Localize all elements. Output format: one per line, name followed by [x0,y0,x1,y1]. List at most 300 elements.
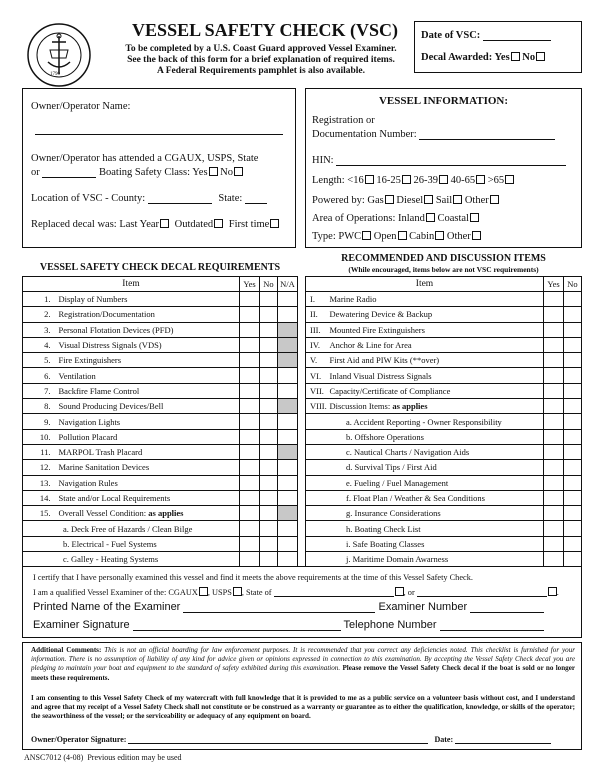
requirement-na-cell[interactable] [278,322,298,337]
requirement-no-cell[interactable] [260,444,278,459]
recommended-no-cell[interactable] [564,368,582,383]
requirement-label: a. Deck Free of Hazards / Clean Bilge [23,521,240,536]
requirement-na-cell[interactable] [278,292,298,307]
examiner-number-field[interactable] [470,612,544,613]
requirement-label: Sound Producing Devices/Bell [58,401,164,412]
recommended-no-cell[interactable] [564,552,582,567]
requirement-no-cell[interactable] [260,307,278,322]
recommended-item-label: c. Nautical Charts / Navigation Aids [306,444,544,459]
recommended-no-cell[interactable] [564,337,582,352]
certify-box: I certify that I have personally examined this vessel and find it meets the above requirements at the time of this Vessel Safety Check. I am a qualified Vessel Examiner of the: CGAUX , USPS , State of , or . Printed Name of the Examiner Examiner Number Examiner Signature Telephone Number [22,566,582,638]
area-inland: Inland [398,213,425,224]
requirement-number: 3. [23,322,55,337]
decal-requirement-row [23,444,298,459]
decal-requirement-row [23,292,298,307]
recommended-item-number: V. [306,353,328,368]
decal-awarded-label: Decal Awarded: [421,52,493,63]
requirement-na-cell[interactable] [278,399,298,414]
requirement-yes-cell[interactable] [240,307,260,322]
left-col-na: N/A [278,277,298,292]
requirement-label: MARPOL Trash Placard [58,447,143,458]
cgaux-checkbox[interactable] [199,587,208,596]
requirement-yes-cell[interactable] [240,368,260,383]
powered-diesel: Diesel [396,195,424,206]
length-gt65-checkbox[interactable] [505,175,514,184]
requirement-na-cell[interactable] [278,368,298,383]
hin-label: HIN: [312,155,334,166]
last-year-checkbox[interactable] [160,219,169,228]
recommended-item-label: Discussion Items: [329,401,391,412]
recommended-item-row [306,307,582,322]
recommended-item-row [306,475,582,490]
class-yes-checkbox[interactable] [209,167,218,176]
recommended-yes-cell[interactable] [544,383,564,398]
recommended-item-number: VII. [306,383,328,398]
recommended-item-row [306,506,582,521]
recommended-yes-cell[interactable] [544,506,564,521]
requirement-na-cell[interactable] [278,444,298,459]
recommended-item-row [306,337,582,352]
requirement-label: Ventilation [58,370,96,381]
recommended-item-row [306,399,582,414]
recommended-item-label: Marine Radio [329,294,377,305]
requirement-na-cell[interactable] [278,521,298,536]
requirement-no-cell[interactable] [260,490,278,505]
comments-text: This is not an official boarding for law enforcement purposes. It is recommended that you correct any deficiencies noted. This checklist is furnished for your information. There is no assumption of liability of any kind for advice given or opinions expressed in connection to this examination. By accepting the Vessel Safety Check decal you are pledging to maintain your boat and equipment to the standard of safety exhibited during this examination. [31,646,575,673]
length-26-39: 26-39 [413,175,438,186]
owner-box [22,88,296,248]
recommended-heading: RECOMMENDED AND DISCUSSION ITEMS [341,253,546,264]
recommended-no-cell[interactable] [564,429,582,444]
registration-label-2: Documentation Number: [312,129,417,140]
requirement-na-cell[interactable] [278,307,298,322]
class-org-field[interactable] [42,177,96,178]
recommended-yes-cell[interactable] [544,337,564,352]
area-coastal-checkbox[interactable] [470,213,479,222]
owner-date-label: Date: [434,735,454,744]
length-40-65-checkbox[interactable] [476,175,485,184]
recommended-items-table [305,276,582,567]
requirement-na-cell[interactable] [278,383,298,398]
requirement-yes-cell[interactable] [240,521,260,536]
requirement-number: 8. [23,399,55,414]
qualified-examiner-label: I am a qualified Vessel Examiner of the: CGAUX [33,588,198,597]
requirement-no-cell[interactable] [260,414,278,429]
requirement-yes-cell[interactable] [240,383,260,398]
requirement-number: 13. [23,475,55,490]
requirement-number: 12. [23,460,55,475]
usps-checkbox[interactable] [233,587,242,596]
certify-statement: I certify that I have personally examined this vessel and find it meets the above requirements at the time of this Vessel Safety Check. [33,573,473,582]
recommended-item-label: Mounted Fire Extinguishers [329,324,425,335]
recommended-no-cell[interactable] [564,399,582,414]
requirement-na-cell[interactable] [278,353,298,368]
area-coastal: Coastal [437,213,469,224]
requirement-number: 7. [23,383,55,398]
requirement-na-cell[interactable] [278,552,298,567]
requirement-yes-cell[interactable] [240,490,260,505]
comments-box [22,642,582,750]
decal-requirement-row [23,521,298,536]
recommended-item-row [306,521,582,536]
decal-requirement-row [23,322,298,337]
recommended-item-number: VIII. [306,399,328,414]
recommended-yes-cell[interactable] [544,353,564,368]
requirement-yes-cell[interactable] [240,506,260,521]
requirement-label: Fire Extinguishers [58,355,122,366]
requirement-yes-cell[interactable] [240,536,260,551]
subtitle-line-3: A Federal Requirements pamphlet is also available. [156,66,366,76]
recommended-items-body [306,292,582,567]
class-no-label: No [220,167,233,178]
type-cabin: Cabin [409,231,435,242]
recommended-yes-cell[interactable] [544,399,564,414]
recommended-yes-cell[interactable] [544,292,564,307]
attended-label: Owner/Operator has attended a CGAUX, USPS, State [31,153,259,164]
right-col-no: No [564,277,582,292]
registration-field[interactable] [419,139,555,140]
class-yes-label: Yes [192,167,208,178]
recommended-no-cell[interactable] [564,521,582,536]
decal-requirement-row [23,506,298,521]
date-box [414,21,582,73]
requirement-number: 1. [23,292,55,307]
printed-name-field[interactable] [183,612,375,613]
requirement-no-cell[interactable] [260,475,278,490]
area-label: Area of Operations: [312,213,396,224]
decal-requirements-table [22,276,298,567]
requirement-na-cell[interactable] [278,414,298,429]
powered-other-checkbox[interactable] [490,195,499,204]
requirement-label: Backfire Flame Control [58,385,140,396]
requirement-yes-cell[interactable] [240,429,260,444]
recommended-item-note: as applies [392,401,428,412]
requirement-label: State and/or Local Requirements [58,493,171,503]
recommended-yes-cell[interactable] [544,475,564,490]
requirement-na-cell[interactable] [278,337,298,352]
requirement-yes-cell[interactable] [240,475,260,490]
recommended-item-number: I. [306,292,328,307]
recommended-item-row [306,322,582,337]
requirement-na-cell[interactable] [278,506,298,521]
type-pwc-checkbox[interactable] [362,231,371,240]
recommended-subheading: (While encouraged, items below are not VSC requirements) [348,265,539,274]
recommended-no-cell[interactable] [564,307,582,322]
powered-sail-checkbox[interactable] [453,195,462,204]
recommended-yes-cell[interactable] [544,521,564,536]
recommended-item-label: First Aid and PIW Kits (**over) [329,355,440,366]
recommended-no-cell[interactable] [564,414,582,429]
header-subtitle [108,44,414,77]
requirement-no-cell[interactable] [260,521,278,536]
decal-requirement-row [23,307,298,322]
vessel-info-heading: VESSEL INFORMATION: [378,95,509,107]
requirement-label: Registration/Documentation [58,309,155,320]
decal-requirement-row [23,368,298,383]
length-26-39-checkbox[interactable] [439,175,448,184]
type-open: Open [373,231,397,242]
powered-diesel-checkbox[interactable] [424,195,433,204]
right-col-item: Item [306,277,544,292]
subtitle-line-2: See the back of this form for a brief explanation of required items. [127,55,395,65]
recommended-item-number: IV. [306,337,328,352]
recommended-item-number: II. [306,307,328,322]
decal-no-label: No [522,52,536,63]
decal-requirement-row [23,475,298,490]
requirement-label: Overall Vessel Condition: [58,508,147,519]
requirement-yes-cell[interactable] [240,460,260,475]
recommended-item-row [306,414,582,429]
requirement-label: Navigation Rules [58,477,118,488]
length-16-25-checkbox[interactable] [402,175,411,184]
requirement-label: Display of Numbers [58,294,128,305]
owner-date-field[interactable] [455,743,551,744]
requirement-yes-cell[interactable] [240,322,260,337]
requirement-label: b. Electrical - Fuel Systems [23,536,240,551]
last-year-label: Last Year [119,219,160,230]
requirement-na-cell[interactable] [278,429,298,444]
requirement-no-cell[interactable] [260,552,278,567]
other-org-checkbox[interactable] [548,587,557,596]
recommended-no-cell[interactable] [564,444,582,459]
decal-requirement-row [23,536,298,551]
coast-guard-seal [26,22,92,88]
recommended-item-label: Inland Visual Distress Signals [329,370,432,381]
or-label: or [31,167,40,178]
recommended-item-label: b. Offshore Operations [306,429,544,444]
left-col-yes: Yes [240,277,260,292]
recommended-item-label: d. Survival Tips / First Aid [306,460,544,475]
examiner-signature-field[interactable] [133,630,341,631]
seal-year: 1790 [50,72,60,77]
telephone-label: Telephone Number [343,619,437,631]
first-time-label: First time [228,219,270,230]
requirement-yes-cell[interactable] [240,444,260,459]
type-other-checkbox[interactable] [472,231,481,240]
examiner-number-label: Examiner Number [378,601,468,613]
requirement-label: Visual Distress Signals (VDS) [58,340,162,351]
powered-gas: Gas [367,195,384,206]
recommended-item-row [306,429,582,444]
recommended-no-cell[interactable] [564,383,582,398]
vessel-info-box [305,88,582,248]
requirement-yes-cell[interactable] [240,552,260,567]
length-label: Length: [312,175,345,186]
recommended-yes-cell[interactable] [544,460,564,475]
requirement-na-cell[interactable] [278,490,298,505]
recommended-item-label: Dewatering Device & Backup [329,309,433,320]
decal-yes-label: Yes [494,52,510,63]
other-org-field[interactable] [417,596,547,597]
recommended-item-label: e. Fueling / Fuel Management [306,475,544,490]
requirement-label: Navigation Lights [58,416,121,427]
length-gt65: >65 [487,175,505,186]
requirement-no-cell[interactable] [260,460,278,475]
recommended-item-label: a. Accident Reporting - Owner Responsibility [306,414,544,429]
powered-other: Other [464,195,489,206]
requirement-yes-cell[interactable] [240,353,260,368]
right-col-yes: Yes [544,277,564,292]
recommended-item-label: Capacity/Certificate of Compliance [329,385,451,396]
requirement-number: 2. [23,307,55,322]
recommended-yes-cell[interactable] [544,536,564,551]
requirement-na-cell[interactable] [278,460,298,475]
state-of-checkbox[interactable] [395,587,404,596]
type-pwc: PWC [338,231,362,242]
length-lt16: <16 [347,175,364,186]
recommended-no-cell[interactable] [564,292,582,307]
requirement-yes-cell[interactable] [240,292,260,307]
recommended-no-cell[interactable] [564,475,582,490]
recommended-yes-cell[interactable] [544,414,564,429]
decal-requirement-row [23,490,298,505]
form-footer: ANSC7012 (4-08) Previous edition may be used [24,753,182,762]
requirement-no-cell[interactable] [260,368,278,383]
county-field[interactable] [148,203,212,204]
recommended-item-row [306,292,582,307]
recommended-yes-cell[interactable] [544,429,564,444]
decal-requirement-row [23,460,298,475]
requirement-yes-cell[interactable] [240,414,260,429]
requirement-number: 10. [23,429,55,444]
recommended-yes-cell[interactable] [544,490,564,505]
requirement-no-cell[interactable] [260,322,278,337]
recommended-item-label: f. Float Plan / Weather & Sea Conditions [306,490,544,505]
recommended-item-label: i. Safe Boating Classes [306,536,544,551]
decal-yes-checkbox[interactable] [511,52,520,61]
requirement-no-cell[interactable] [260,383,278,398]
recommended-item-label: h. Boating Check List [306,521,544,536]
state-of-label: State of [245,588,272,597]
recommended-yes-cell[interactable] [544,322,564,337]
examiner-signature-label: Examiner Signature [33,619,130,631]
telephone-field[interactable] [440,630,544,631]
requirement-label: Pollution Placard [58,431,118,442]
requirement-number: 9. [23,414,55,429]
usps-label: USPS [211,588,232,597]
subtitle-line-1: To be completed by a U.S. Coast Guard approved Vessel Examiner. [125,44,397,54]
requirement-number: 5. [23,353,55,368]
recommended-item-row [306,444,582,459]
length-16-25: 16-25 [376,175,401,186]
requirement-note: as applies [148,508,184,519]
form-title: VESSEL SAFETY CHECK (VSC) [132,20,398,40]
length-lt16-checkbox[interactable] [365,175,374,184]
consent-statement: I am consenting to this Vessel Safety Check of my watercraft with full knowledge that it is provided to me as a public service on a volunteer basis without cost, and I understand and agree that my receipt of a Vessel Safety Check shall not constitute or be construed as a warranty or guarantee as to either the qualification, knowledge, or skills of the operator; the seaworthiness of the vessel; or the serviceability or adequacy of any equipment on board. [31,694,575,721]
requirement-yes-cell[interactable] [240,337,260,352]
decal-requirements-body [23,292,298,567]
powered-gas-checkbox[interactable] [385,195,394,204]
decal-requirement-row [23,383,298,398]
recommended-no-cell[interactable] [564,506,582,521]
state-of-field[interactable] [274,596,394,597]
outdated-label: Outdated [174,219,214,230]
type-label: Type: [312,231,336,242]
requirement-na-cell[interactable] [278,475,298,490]
left-col-item: Item [23,277,240,292]
decal-requirement-row [23,414,298,429]
recommended-yes-cell[interactable] [544,444,564,459]
recommended-item-number: III. [306,322,328,337]
recommended-no-cell[interactable] [564,322,582,337]
requirement-na-cell[interactable] [278,536,298,551]
decal-requirement-row [23,337,298,352]
requirement-no-cell[interactable] [260,292,278,307]
requirement-no-cell[interactable] [260,536,278,551]
or-examiner-label: or [407,588,415,597]
requirement-yes-cell[interactable] [240,399,260,414]
left-col-no: No [260,277,278,292]
outdated-checkbox[interactable] [214,219,223,228]
comments-label: Additional Comments: [31,646,102,654]
state-field[interactable] [245,203,267,204]
decal-no-checkbox[interactable] [536,52,545,61]
requirement-number: 14. [23,490,55,505]
type-other: Other [446,231,471,242]
decal-requirement-row [23,399,298,414]
recommended-no-cell[interactable] [564,490,582,505]
requirement-label: Marine Sanitation Devices [58,462,150,473]
requirement-number: 11. [23,444,55,459]
recommended-no-cell[interactable] [564,460,582,475]
powered-label: Powered by: [312,195,365,206]
requirement-label: c. Galley - Heating Systems [23,552,240,567]
recommended-yes-cell[interactable] [544,368,564,383]
hin-field[interactable] [336,165,566,166]
recommended-item-row [306,353,582,368]
date-label: Date of VSC: [421,30,481,41]
recommended-no-cell[interactable] [564,353,582,368]
class-label: Boating Safety Class: [99,167,190,178]
decal-requirement-row [23,353,298,368]
requirement-no-cell[interactable] [260,429,278,444]
date-field[interactable] [483,40,551,41]
decal-requirement-row [23,552,298,567]
owner-name-label: Owner/Operator Name: [31,101,131,112]
class-no-checkbox[interactable] [234,167,243,176]
county-label: Location of VSC - County: [31,193,146,204]
owner-signature-field[interactable] [128,743,428,744]
owner-signature-label: Owner/Operator Signature: [31,735,127,744]
owner-name-field[interactable] [35,125,283,135]
recommended-no-cell[interactable] [564,536,582,551]
type-open-checkbox[interactable] [398,231,407,240]
recommended-item-row [306,368,582,383]
area-inland-checkbox[interactable] [426,213,435,222]
decal-requirement-row [23,429,298,444]
requirement-no-cell[interactable] [260,506,278,521]
recommended-item-row [306,383,582,398]
requirement-number: 4. [23,337,55,352]
first-time-checkbox[interactable] [270,219,279,228]
recommended-item-row [306,490,582,505]
requirement-number: 6. [23,368,55,383]
recommended-yes-cell[interactable] [544,307,564,322]
requirement-no-cell[interactable] [260,353,278,368]
recommended-item-row [306,460,582,475]
powered-sail: Sail [435,195,453,206]
remove-decal-notice: Please remove the Vessel Safety Check decal if the boat is sold or no longer meets these requirements. [31,664,576,682]
requirement-no-cell[interactable] [260,399,278,414]
requirement-no-cell[interactable] [260,337,278,352]
recommended-item-label: Anchor & Line for Area [329,340,412,351]
type-cabin-checkbox[interactable] [435,231,444,240]
recommended-item-number: VI. [306,368,328,383]
state-label: State: [218,193,243,204]
recommended-yes-cell[interactable] [544,552,564,567]
recommended-item-label: g. Insurance Considerations [306,506,544,521]
recommended-item-row [306,536,582,551]
